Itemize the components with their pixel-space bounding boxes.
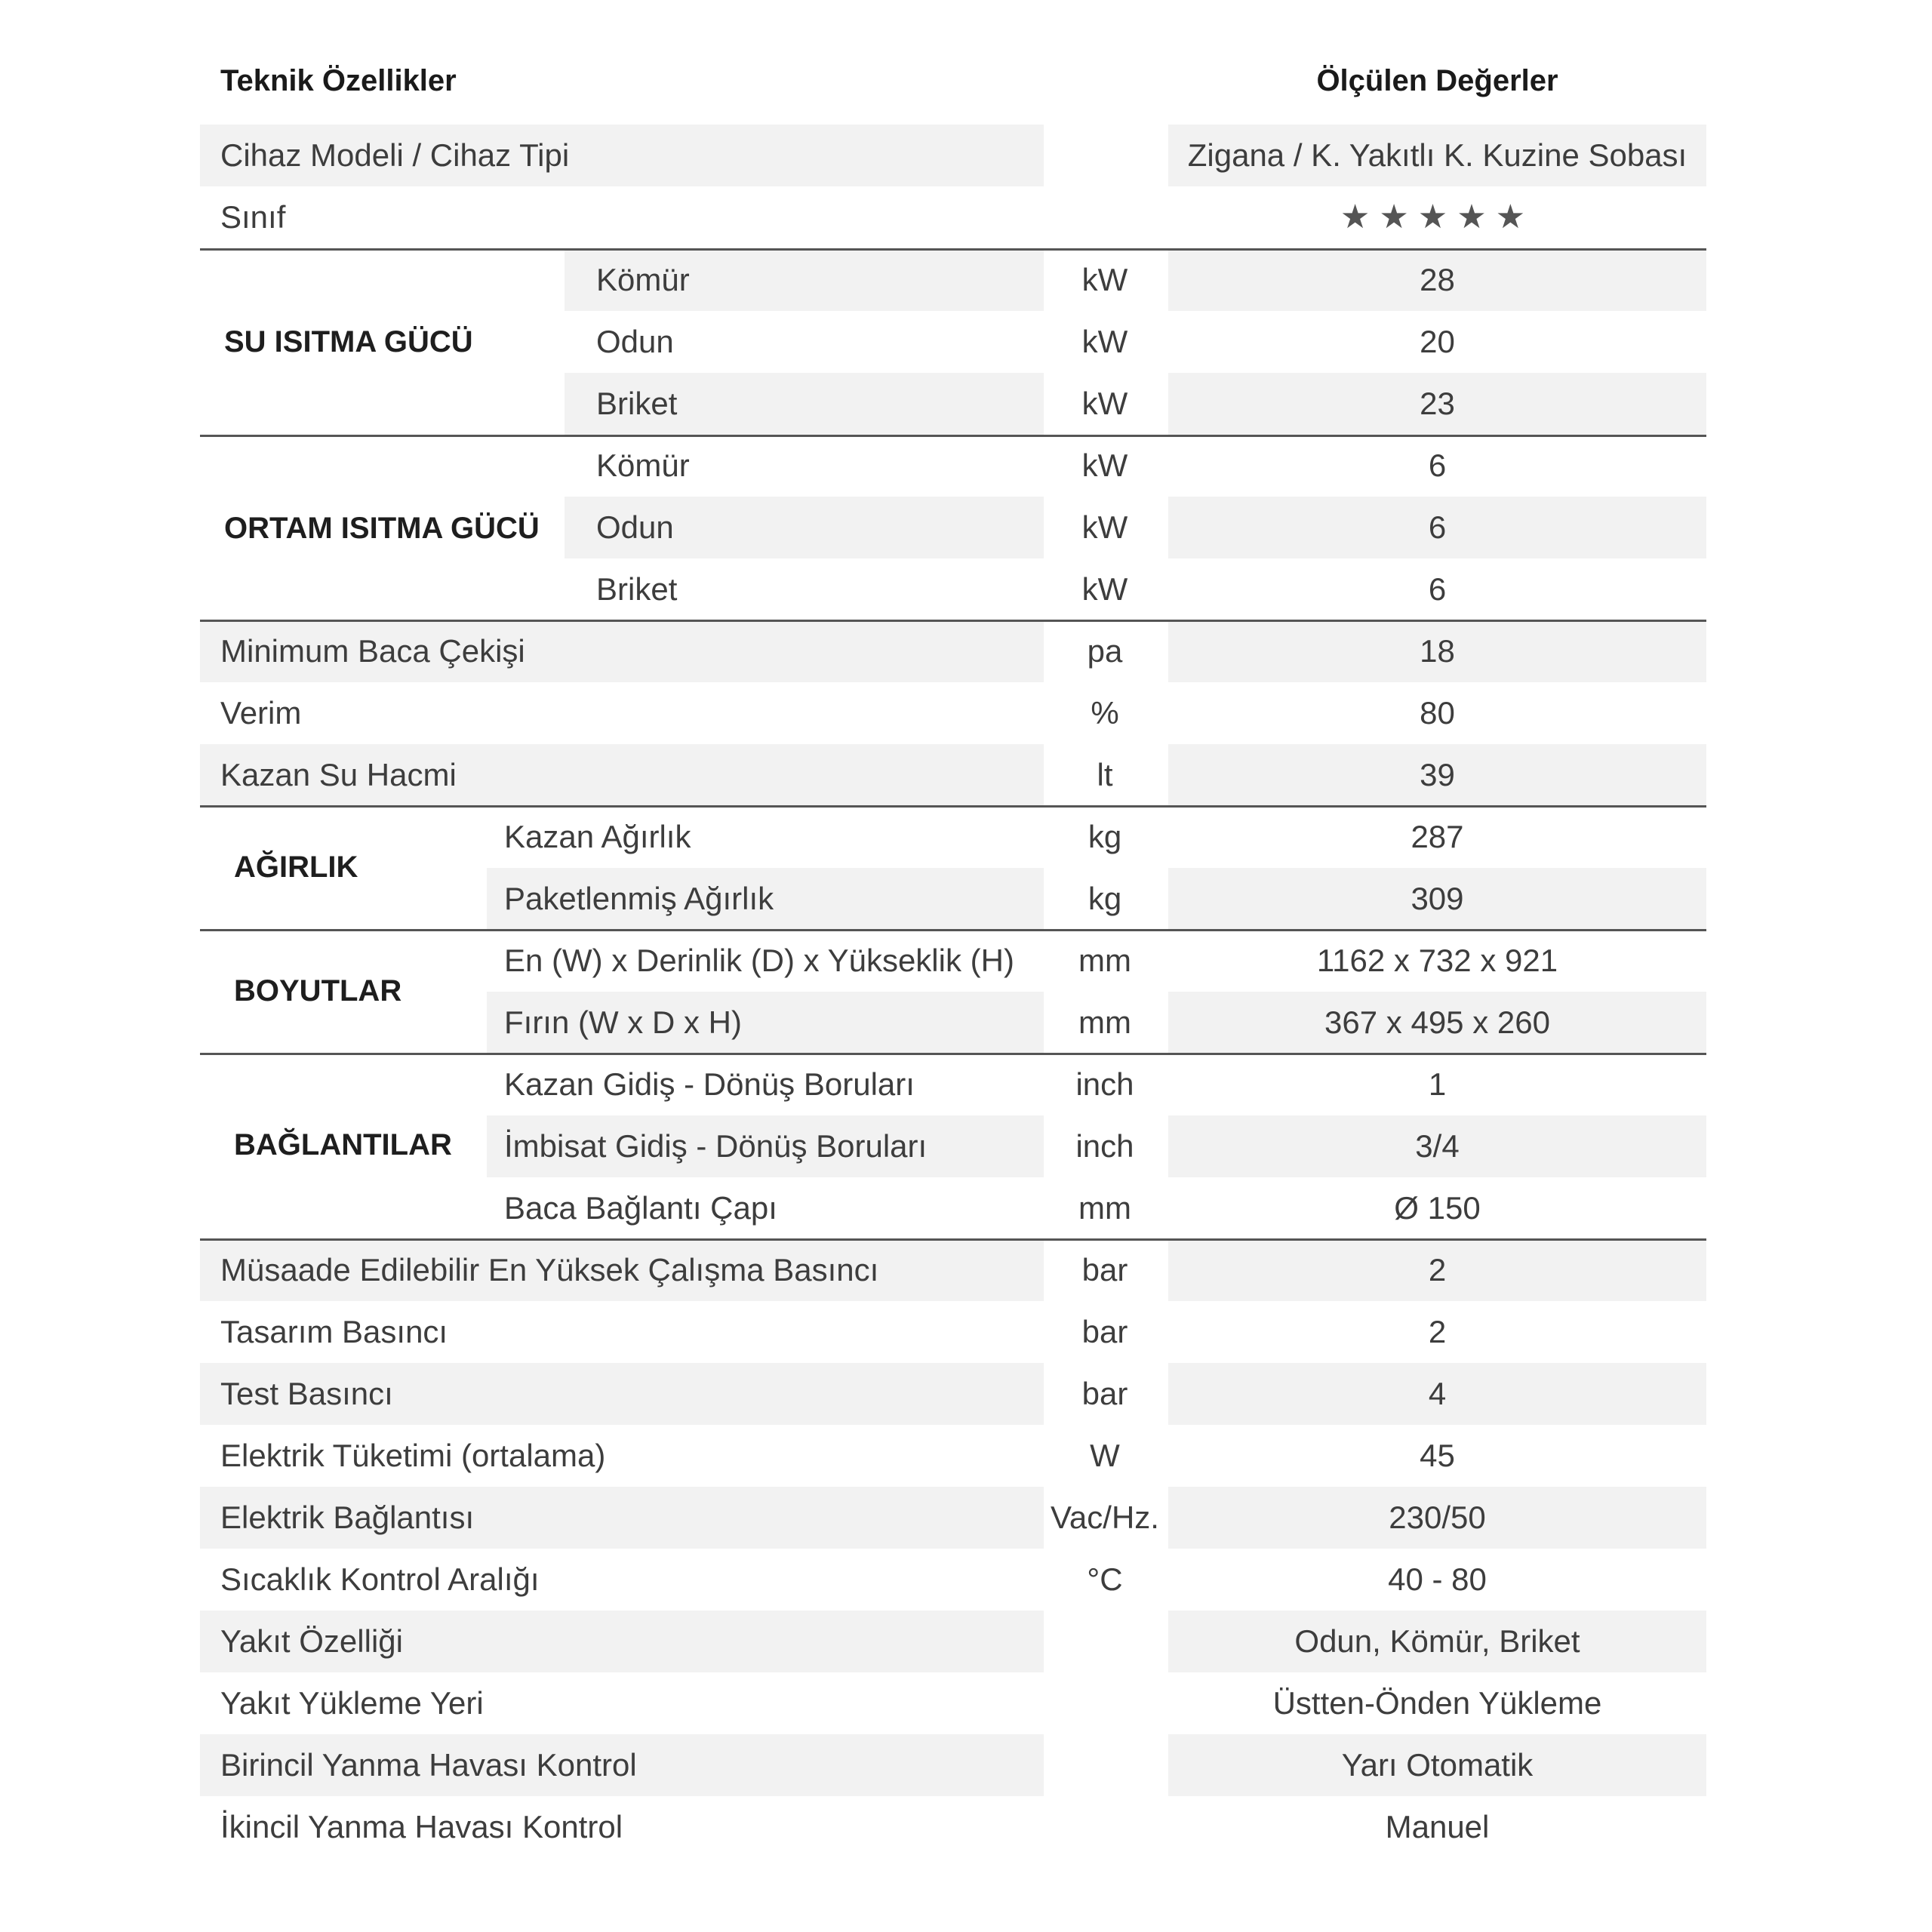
- spec-value: 1: [1428, 1066, 1447, 1102]
- spec-unit: kg: [1088, 819, 1122, 854]
- spec-label: Test Basıncı: [220, 1376, 393, 1411]
- spec-unit: W: [1090, 1438, 1120, 1473]
- spec-value: 6: [1428, 571, 1447, 607]
- spec-label: Yakıt Özelliği: [220, 1623, 403, 1659]
- spec-unit: kW: [1081, 571, 1128, 607]
- group-title-weight: AĞIRLIK: [234, 851, 358, 884]
- spec-label: Elektrik Tüketimi (ortalama): [220, 1438, 606, 1473]
- spec-value: 4: [1428, 1376, 1447, 1411]
- spec-unit: inch: [1075, 1128, 1134, 1164]
- spec-label: Minimum Baca Çekişi: [220, 633, 525, 669]
- spec-unit: bar: [1081, 1314, 1128, 1349]
- spec-label: Kazan Gidiş - Dönüş Boruları: [504, 1066, 915, 1102]
- spec-value: 18: [1420, 633, 1455, 669]
- spec-unit: kW: [1081, 262, 1128, 297]
- spec-value: 2: [1428, 1252, 1447, 1287]
- spec-unit: kW: [1081, 386, 1128, 421]
- spec-value: Yarı Otomatik: [1341, 1747, 1534, 1783]
- spec-unit: kW: [1081, 448, 1128, 483]
- spec-label: Kazan Su Hacmi: [220, 757, 457, 792]
- group-title-water-heating: SU ISITMA GÜCÜ: [224, 325, 473, 358]
- spec-label: Baca Bağlantı Çapı: [504, 1190, 777, 1226]
- spec-label: Briket: [596, 386, 678, 421]
- spec-unit: kW: [1081, 324, 1128, 359]
- spec-label: Kömür: [596, 448, 690, 483]
- spec-label: Elektrik Bağlantısı: [220, 1500, 475, 1535]
- spec-value: 6: [1428, 509, 1447, 545]
- spec-label: Verim: [220, 695, 302, 731]
- spec-unit: bar: [1081, 1252, 1128, 1287]
- spec-value: 23: [1420, 386, 1455, 421]
- spec-label: Birincil Yanma Havası Kontrol: [220, 1747, 637, 1783]
- spec-unit: kW: [1081, 509, 1128, 545]
- spec-value: 6: [1428, 448, 1447, 483]
- spec-unit: %: [1091, 695, 1119, 731]
- class-stars: ★★★★★: [1340, 198, 1535, 235]
- spec-label: Yakıt Yükleme Yeri: [220, 1685, 484, 1721]
- spec-value: Odun, Kömür, Briket: [1294, 1623, 1580, 1659]
- spec-label: Odun: [596, 509, 674, 545]
- header-measured-values: Ölçülen Değerler: [1316, 64, 1558, 97]
- spec-label: En (W) x Derinlik (D) x Yükseklik (H): [504, 943, 1014, 978]
- spec-value: 309: [1411, 881, 1464, 916]
- spec-label: Sınıf: [220, 199, 286, 235]
- spec-label: Müsaade Edilebilir En Yüksek Çalışma Basıncı: [220, 1252, 879, 1287]
- spec-value: 28: [1420, 262, 1455, 297]
- spec-value: 2: [1428, 1314, 1447, 1349]
- spec-value: Manuel: [1385, 1809, 1490, 1844]
- spec-label: İkincil Yanma Havası Kontrol: [220, 1809, 623, 1844]
- spec-label: Cihaz Modeli / Cihaz Tipi: [220, 137, 570, 173]
- spec-unit: bar: [1081, 1376, 1128, 1411]
- spec-unit: kg: [1088, 881, 1122, 916]
- spec-unit: °C: [1087, 1561, 1123, 1597]
- spec-value: 39: [1420, 757, 1455, 792]
- spec-label: Tasarım Basıncı: [220, 1314, 448, 1349]
- spec-value: 20: [1420, 324, 1455, 359]
- spec-unit: Vac/Hz.: [1051, 1500, 1159, 1535]
- spec-unit: mm: [1078, 1004, 1131, 1040]
- spec-unit: lt: [1097, 757, 1113, 792]
- spec-value: 287: [1411, 819, 1464, 854]
- spec-unit: mm: [1078, 943, 1131, 978]
- spec-label: Kömür: [596, 262, 690, 297]
- spec-value: 1162 x 732 x 921: [1316, 943, 1558, 978]
- spec-value: 80: [1420, 695, 1455, 731]
- group-title-dimensions: BOYUTLAR: [234, 974, 402, 1008]
- spec-value: 367 x 495 x 260: [1324, 1004, 1550, 1040]
- spec-value: Ø 150: [1394, 1190, 1481, 1226]
- spec-value: 45: [1420, 1438, 1455, 1473]
- spec-label: Sıcaklık Kontrol Aralığı: [220, 1561, 540, 1597]
- header-technical-specs: Teknik Özellikler: [220, 64, 457, 97]
- spec-label: Fırın (W x D x H): [504, 1004, 742, 1040]
- spec-unit: mm: [1078, 1190, 1131, 1226]
- spec-value: 40 - 80: [1388, 1561, 1487, 1597]
- spec-label: Briket: [596, 571, 678, 607]
- group-title-connections: BAĞLANTILAR: [234, 1128, 452, 1161]
- spec-label: Kazan Ağırlık: [504, 819, 691, 854]
- spec-value: Zigana / K. Yakıtlı K. Kuzine Sobası: [1187, 137, 1687, 173]
- spec-label: Paketlenmiş Ağırlık: [504, 881, 774, 916]
- group-title-room-heating: ORTAM ISITMA GÜCÜ: [224, 512, 540, 545]
- spec-label: Odun: [596, 324, 674, 359]
- spec-unit: inch: [1075, 1066, 1134, 1102]
- spec-value: 230/50: [1389, 1500, 1486, 1535]
- spec-value: 3/4: [1415, 1128, 1460, 1164]
- spec-label: İmbisat Gidiş - Dönüş Boruları: [504, 1128, 928, 1164]
- spec-value: Üstten-Önden Yükleme: [1272, 1685, 1602, 1721]
- spec-unit: pa: [1087, 633, 1123, 669]
